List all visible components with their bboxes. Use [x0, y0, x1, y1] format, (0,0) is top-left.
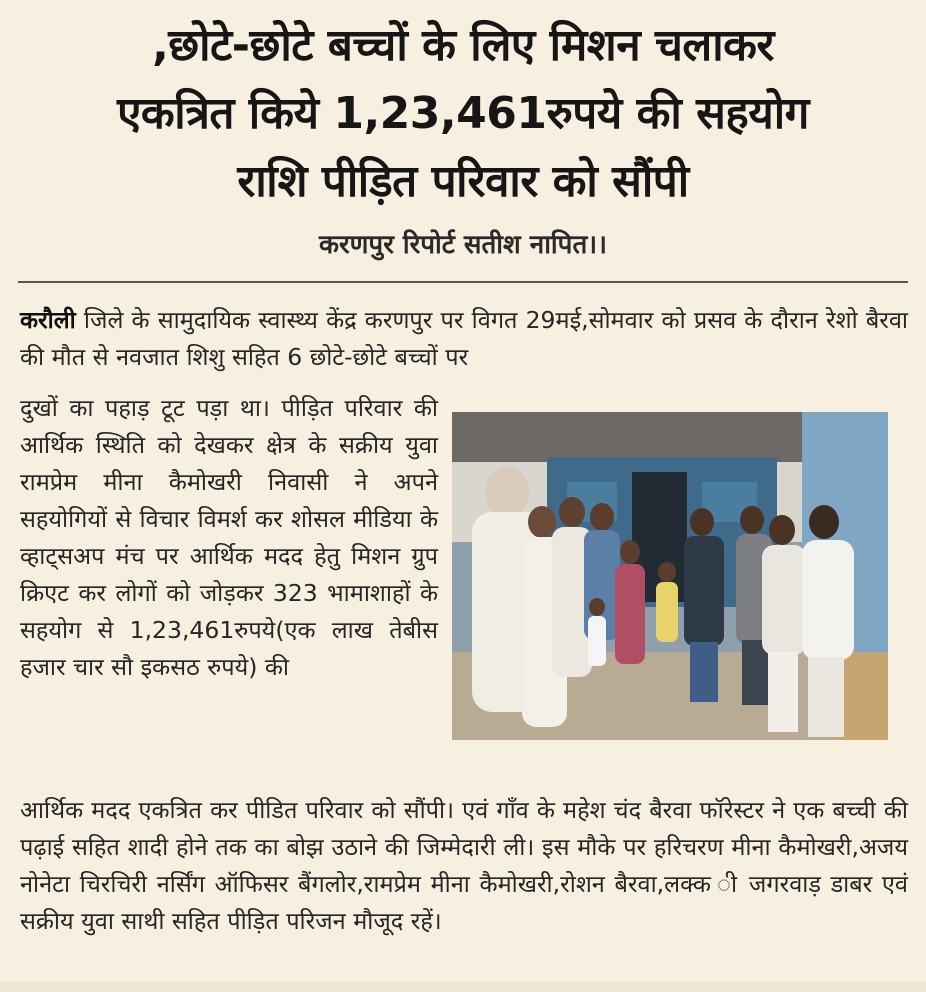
paragraph-intro	[20, 302, 908, 376]
divider-rule	[18, 281, 908, 283]
lead-word: करौली	[20, 306, 76, 334]
paragraph-left-column: दुखों का पहाड़ टूट पड़ा था। पीड़ित परिवार की आर्थिक स्थिति को देखकर क्षेत्र के सक्रीय युवा रामप्रेम मीना कैमोखरी निवासी ने अपने सहयोगियों से विचार विमर्श कर शोसल मीडिया के व्हाट्सअप मंच पर आर्थिक मदद हेतु मिशन ग्रुप क्रिएट कर लोगों को जोड़कर 323 भामाशाहों के सहयोग से 1,23,461रुपये(एक लाख तेबीस हजार चार सौ इकसठ रुपये) की	[20, 394, 438, 681]
headline-line-1: ,छोटे-छोटे बच्चों के लिए मिशन चलाकर	[152, 20, 774, 71]
headline	[20, 12, 906, 216]
headline-line-3: राशि पीड़ित परिवार को सौंपी	[237, 156, 689, 207]
byline: करणपुर रिपोर्ट सतीश नापित।।	[319, 230, 607, 260]
page-edge	[0, 982, 926, 992]
news-photo	[452, 412, 888, 740]
headline-line-2: एकत्रित किये 1,23,461रुपये की सहयोग	[117, 88, 809, 139]
paragraph-intro-text: जिले के सामुदायिक स्वास्थ्य केंद्र करणपुर पर विगत 29मई,सोमवार को प्रसव के दौरान रेशो बैरवा की मौत से नवजात शिशु सहित 6 छोटे-छोटे बच्चों पर	[20, 306, 908, 371]
paragraph-closing: आर्थिक मदद एकत्रित कर पीडित परिवार को सौंपी। एवं गाँव के महेश चंद बैरवा फॉरेस्टर ने एक बच्ची की पढ़ाई सहित शादी होने तक का बोझ उठाने की जिम्मेदारी ली। इस मौके पर हरिचरण मीना कैमोखरी,अजय नोनेटा चिरचिरी नर्सिंग ऑफिसर बैंगलोर,रामप्रेम मीना कैमोखरी,रोशन बैरवा,लक्क ी जगरवाड़ डाबर एवं सक्रीय युवा साथी सहित पीड़ित परिजन मौजूद रहें।	[20, 796, 908, 935]
